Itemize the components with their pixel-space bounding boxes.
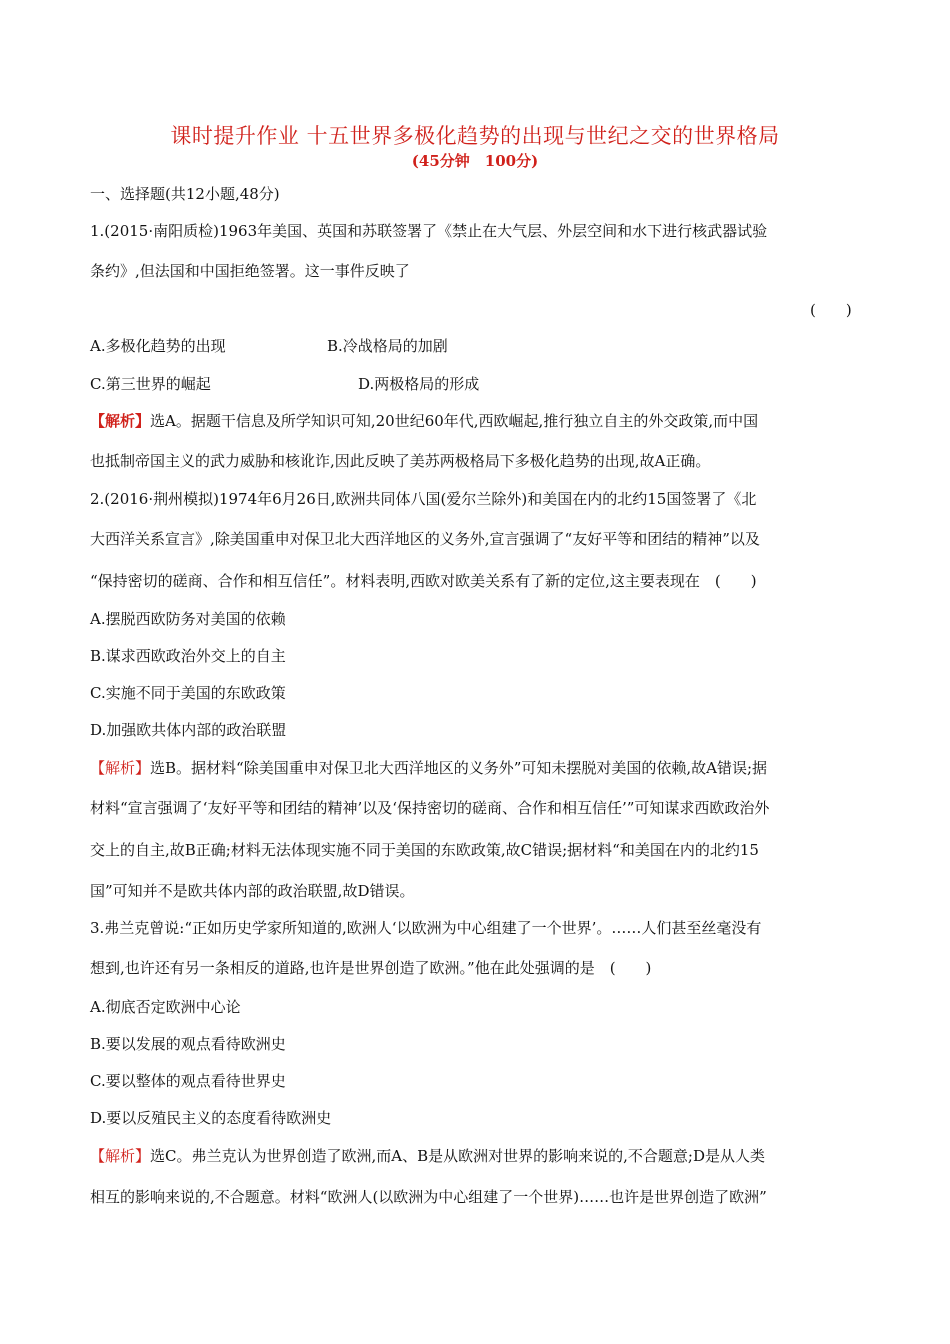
q1-option-b: B.冷战格局的加剧 <box>327 337 448 355</box>
q1-answer-blank: ( ) <box>810 301 852 319</box>
q2-option-c: C.实施不同于美国的东欧政策 <box>90 684 286 702</box>
q3-option-b: B.要以发展的观点看待欧洲史 <box>90 1035 286 1053</box>
q3-option-d: D.要以反殖民主义的态度看待欧洲史 <box>90 1109 332 1127</box>
q3-option-c: C.要以整体的观点看待世界史 <box>90 1072 286 1090</box>
q1-explanation-line-1 <box>90 411 870 431</box>
q2-explanation-text: 选B。据材料“除美国重申对保卫北大西洋地区的义务外”可知未摆脱对美国的依赖,故A错误;据 <box>150 759 768 777</box>
q1-explanation-text: 选A。据题干信息及所学知识可知,20世纪60年代,西欧崛起,推行独立自主的外交政策,而中国 <box>150 412 759 430</box>
q3-explanation-line-2: 相互的影响来说的,不合题意。材料“欧洲人(以欧洲为中心组建了一个世界)……也许是世界创造了欧洲” <box>90 1188 767 1206</box>
q2-stem-line-2: 大西洋关系宣言》,除美国重申对保卫北大西洋地区的义务外,宣言强调了“友好平等和团结的精神”以及 <box>90 530 760 548</box>
document-title: 课时提升作业 十五世界多极化趋势的出现与世纪之交的世界格局 <box>170 124 780 148</box>
q1-explanation-tag: 【解析】 <box>90 412 151 430</box>
q1-stem-line-2: 条约》,但法国和中国拒绝签署。这一事件反映了 <box>90 262 410 280</box>
q1-option-c: C.第三世界的崛起 <box>90 375 211 393</box>
q2-stem-line-1: 2.(2016·荆州模拟)1974年6月26日,欧洲共同体八国(爱尔兰除外)和美国在内的北约15国签署了《北 <box>90 490 757 508</box>
q2-explanation-line-3: 交上的自主,故B正确;材料无法体现实施不同于美国的东欧政策,故C错误;据材料“和美国在内的北约15 <box>90 841 759 859</box>
q3-stem-line-1: 3.弗兰克曾说:“正如历史学家所知道的,欧洲人‘以欧洲为中心组建了一个世界’。……人们甚至丝毫没有 <box>90 919 762 937</box>
q2-option-a: A.摆脱西欧防务对美国的依赖 <box>90 610 286 628</box>
q3-explanation-tag: 【解析】 <box>90 1147 151 1165</box>
q3-stem-line-2: 想到,也许还有另一条相反的道路,也许是世界创造了欧洲。”他在此处强调的是 ( ) <box>90 959 652 977</box>
q2-explanation-tag: 【解析】 <box>90 759 151 777</box>
document-subtitle: (45分钟 100分) <box>411 152 539 170</box>
q1-explanation-line-2: 也抵制帝国主义的武力威胁和核讹诈,因此反映了美苏两极格局下多极化趋势的出现,故A正确。 <box>90 452 711 470</box>
q1-option-a: A.多极化趋势的出现 <box>90 337 226 355</box>
section-heading: 一、选择题(共12小题,48分) <box>90 185 280 203</box>
q1-stem-line-1: 1.(2015·南阳质检)1963年美国、英国和苏联签署了《禁止在大气层、外层空间和水下进行核武器试验 <box>90 222 768 240</box>
q3-explanation-line-1 <box>90 1146 870 1166</box>
q3-option-a: A.彻底否定欧洲中心论 <box>90 998 241 1016</box>
q2-option-d: D.加强欧共体内部的政治联盟 <box>90 721 287 739</box>
q1-option-d: D.两极格局的形成 <box>358 375 480 393</box>
q3-explanation-text: 选C。弗兰克认为世界创造了欧洲,而A、B是从欧洲对世界的影响来说的,不合题意;D是从人类 <box>150 1147 765 1165</box>
q2-explanation-line-4: 国”可知并不是欧共体内部的政治联盟,故D错误。 <box>90 882 415 900</box>
q2-explanation-line-1 <box>90 758 870 778</box>
q2-option-b: B.谋求西欧政治外交上的自主 <box>90 647 286 665</box>
q2-stem-line-3: “保持密切的磋商、合作和相互信任”。材料表明,西欧对欧美关系有了新的定位,这主要表现在 ( ) <box>90 572 757 590</box>
q2-explanation-line-2: 材料“宣言强调了‘友好平等和团结的精神’以及‘保持密切的磋商、合作和相互信任’”可知谋求西欧政治外 <box>90 799 770 817</box>
